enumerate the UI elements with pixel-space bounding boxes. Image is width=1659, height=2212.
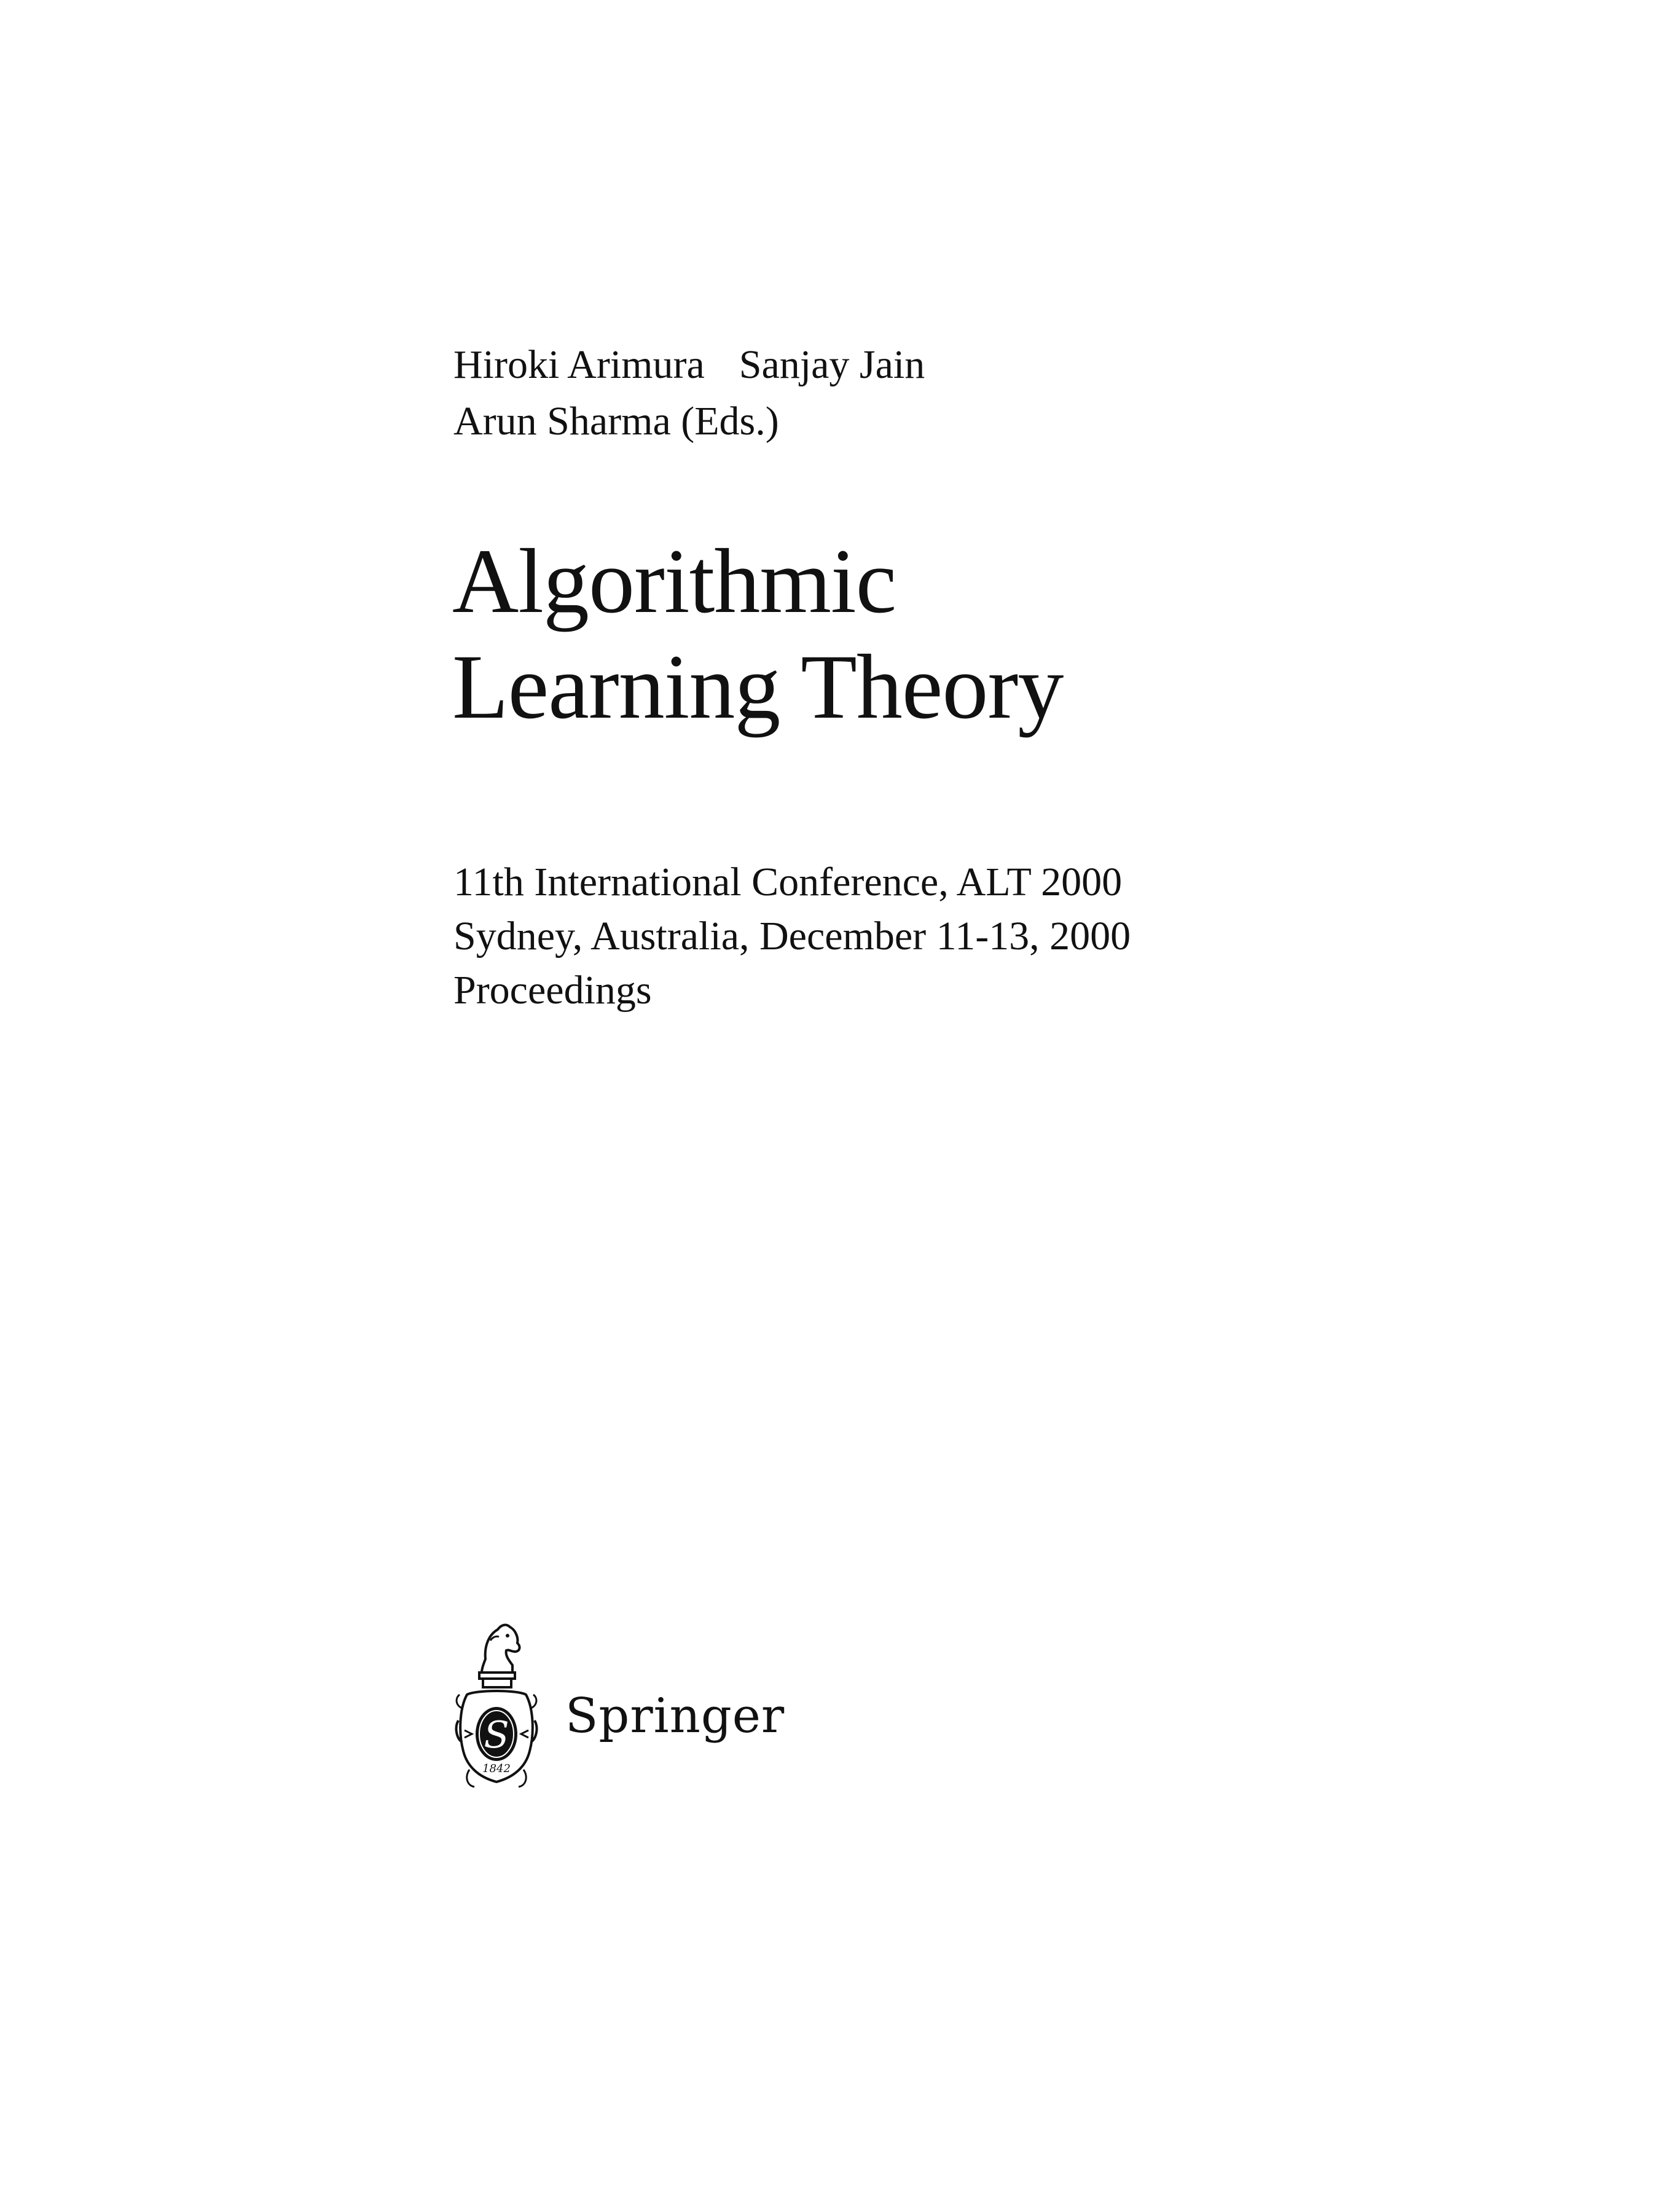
publisher-name: Springer (565, 1688, 785, 1744)
book-title-line-1: Algorithmic (452, 530, 896, 632)
book-title (452, 528, 1063, 740)
logo-year: 1842 (482, 1762, 511, 1775)
editors-line-2: Arun Sharma (Eds.) (453, 399, 779, 444)
springer-knight-icon (453, 1616, 539, 1800)
book-title-line-2: Learning Theory (452, 636, 1064, 738)
editors-line-1 (453, 337, 925, 393)
publisher-block (453, 1616, 798, 1800)
editors (453, 337, 925, 450)
editor-name: Hiroki Arimura (453, 342, 705, 387)
conference-info (453, 855, 1131, 1018)
conference-name: 11th International Conference, ALT 2000 (453, 860, 1123, 904)
conference-location-date: Sydney, Australia, December 11-13, 2000 (453, 914, 1131, 959)
editor-name: Sanjay Jain (739, 342, 925, 387)
logo-monogram: S (484, 1714, 509, 1757)
proceedings-label: Proceedings (453, 968, 652, 1013)
